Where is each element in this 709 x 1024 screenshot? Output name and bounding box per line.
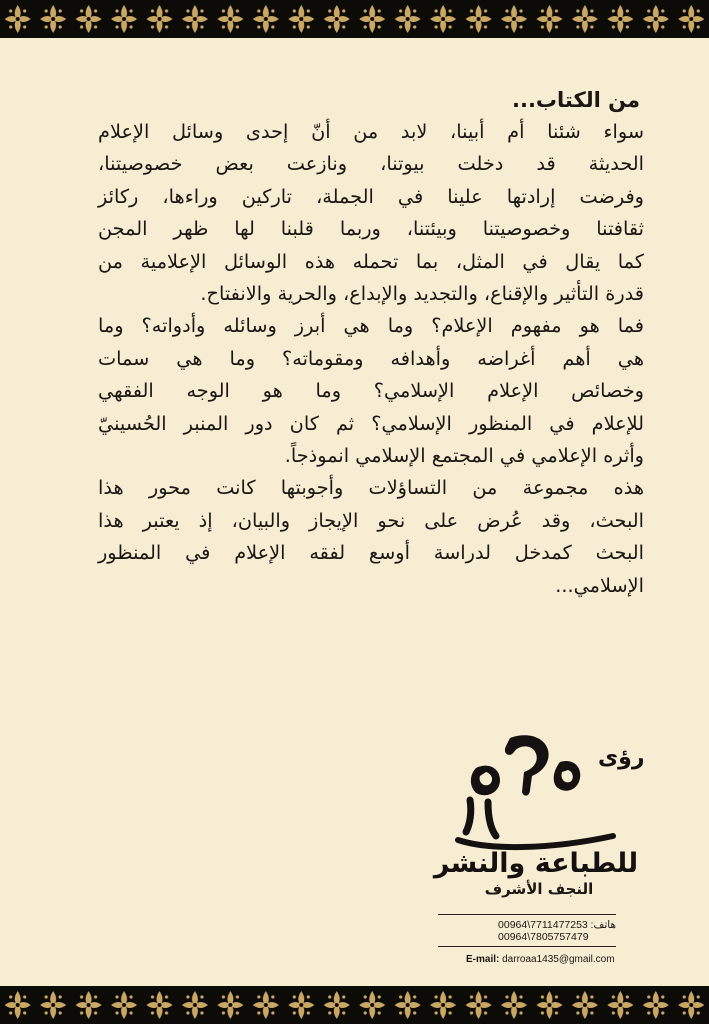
excerpt-heading: من الكتاب... xyxy=(512,88,640,112)
text-line: وخصائص الإعلام الإسلامي؟ وما هو الوجه الفقهي xyxy=(98,379,644,403)
text-line: الإسلامي... xyxy=(555,573,644,597)
publisher-logo-icon xyxy=(433,732,645,882)
logo-subtitle: للطباعة والنشر xyxy=(433,848,639,879)
text-line: هذه مجموعة من التساؤلات وأجوبتها كانت محور هذا xyxy=(98,476,644,500)
top-ornament-border xyxy=(0,0,709,38)
email-line xyxy=(466,954,615,965)
text-line: هي أهم أغراضه وأهدافه ومقوماته؟ وما هي سمات xyxy=(98,346,644,370)
bottom-ornament-border xyxy=(0,986,709,1024)
excerpt-paragraph xyxy=(98,310,644,472)
publisher-logo xyxy=(433,732,645,882)
text-line: للإعلام في المنظور الإسلامي؟ ثم كان دور المنبر الحُسينيّ xyxy=(98,411,644,435)
text-line: قدرة التأثير والإقناع، والتجديد والإبداع، والحرية والانفتاح. xyxy=(200,282,644,306)
text-line: وأثره الإعلامي في المجتمع الإسلامي انموذجاً. xyxy=(284,444,644,468)
excerpt-paragraph xyxy=(98,472,644,602)
text-line: البحث كمدخل لدراسة أوسع لفقه الإعلام في المنظور xyxy=(98,541,644,565)
text-line: البحث، وقد عُرض على نحو الإيجاز والبيان، إذ يعتبر هذا xyxy=(98,508,644,532)
text-line: ثقافتنا وخصوصيتنا وبيئتنا، وربما قلبنا لها ظهر المجن xyxy=(98,217,644,241)
text-line: الحديثة قد دخلت بيوتنا، ونازعت بعض خصوصيتنا، xyxy=(98,152,644,176)
phone-number: 00964\7711477253 xyxy=(498,919,588,931)
phone-numbers xyxy=(498,919,589,943)
phone-number: 00964\7805757479 xyxy=(498,931,589,943)
phone-row xyxy=(438,919,616,943)
email-address: darroaa1435@gmail.com xyxy=(502,954,615,965)
fleur-ornament-icon xyxy=(0,0,709,38)
email-label: E-mail: xyxy=(466,954,500,965)
contact-box xyxy=(438,914,616,947)
fleur-ornament-icon xyxy=(0,986,709,1024)
text-line: فما هو مفهوم الإعلام؟ وما هي أبرز وسائله وأدواته؟ وما xyxy=(98,314,644,338)
publisher-city: النجف الأشرف xyxy=(484,880,594,898)
phone-label: هاتف: xyxy=(590,919,616,931)
book-excerpt xyxy=(98,88,644,602)
logo-word: رؤى xyxy=(598,745,645,770)
excerpt-paragraph xyxy=(98,116,644,310)
text-line: كما يقال في المثل، بما تحمله هذه الوسائل الإعلامية من xyxy=(98,249,644,273)
text-line: سواء شئنا أم أبينا، لابد من أنّ إحدى وسائل الإعلام xyxy=(98,120,644,143)
text-line: وفرضت إرادتها علينا في الجملة، تاركين وراءها، ركائز xyxy=(98,184,644,208)
